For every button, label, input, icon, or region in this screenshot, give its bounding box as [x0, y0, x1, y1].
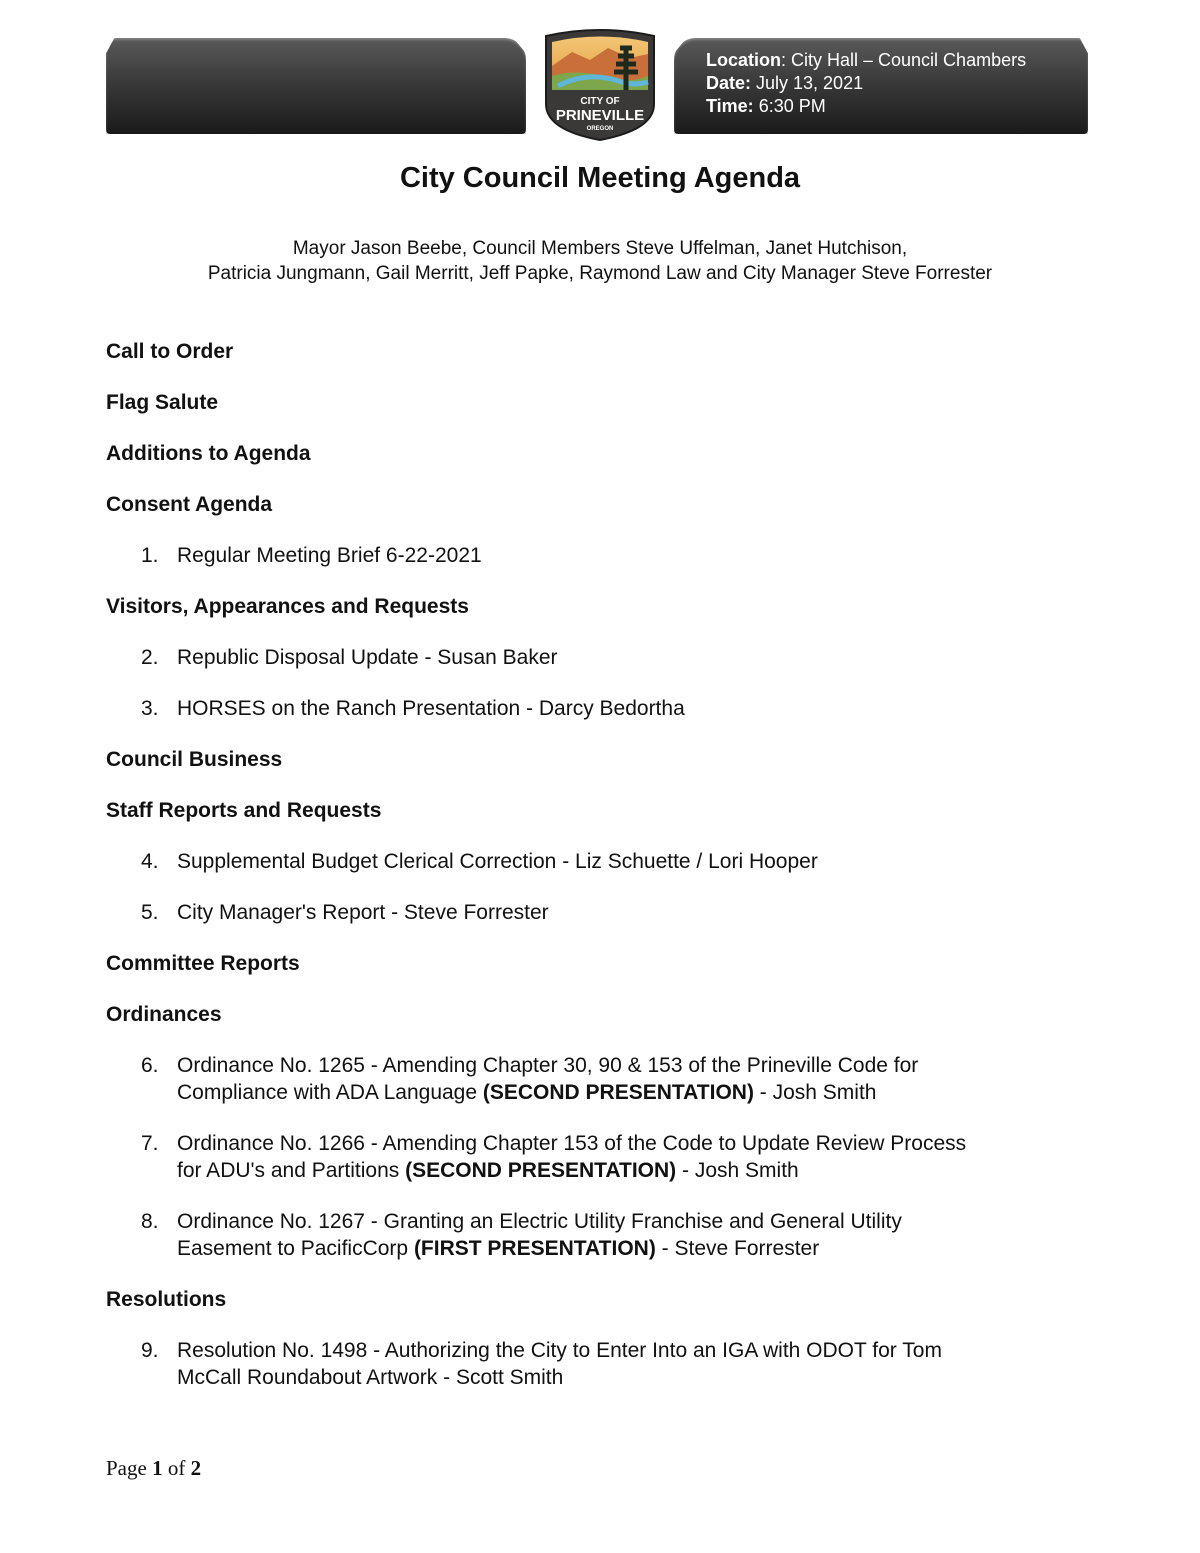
section-resolutions: Resolutions [106, 1288, 227, 1311]
city-of-prineville-logo [538, 26, 662, 144]
header-banner-left [106, 38, 526, 134]
agenda-item-1: 1. Regular Meeting Brief 6-22-2021 [141, 544, 482, 567]
agenda-item-3: 3. HORSES on the Ranch Presentation - Darcy Bedortha [141, 697, 685, 720]
section-visitors: Visitors, Appearances and Requests [106, 595, 469, 618]
agenda-item-7: 7. Ordinance No. 1266 - Amending Chapter 153 of the Code to Update Review Process for ADU's and Partitions (SECOND PRESENTATION) - Josh Smith [141, 1132, 967, 1182]
logo-oregon: OREGON [586, 126, 614, 132]
agenda-item-6: 6. Ordinance No. 1265 - Amending Chapter 30, 90 & 153 of the Prineville Code for Compliance with ADA Language (SECOND PRESENTATION) - Josh Smith [141, 1054, 919, 1104]
section-flag-salute: Flag Salute [106, 391, 219, 414]
section-ordinances: Ordinances [106, 1003, 222, 1026]
section-consent: Consent Agenda [106, 493, 273, 516]
agenda-item-5: 5. City Manager's Report - Steve Forrester [141, 901, 549, 924]
location-line: Location: City Hall – Council Chambers [706, 50, 1027, 70]
section-additions: Additions to Agenda [106, 442, 311, 465]
page-number: Page 1 of 2 [106, 1456, 202, 1480]
logo-city-of: CITY OF [580, 96, 620, 107]
agenda-item-2: 2. Republic Disposal Update - Susan Baker [141, 646, 558, 669]
section-council-business: Council Business [106, 748, 283, 771]
logo-prineville: PRINEVILLE [555, 107, 645, 124]
time-line: Time: 6:30 PM [706, 96, 826, 116]
section-committee-reports: Committee Reports [106, 952, 300, 975]
page-title: City Council Meeting Agenda [399, 162, 801, 194]
agenda-item-8: 8. Ordinance No. 1267 - Granting an Electric Utility Franchise and General Utility Easement to PacificCorp (FIRST PRESENTATION) - Steve Forrester [141, 1210, 902, 1260]
section-call-to-order: Call to Order [106, 340, 234, 363]
agenda-item-4: 4. Supplemental Budget Clerical Correction - Liz Schuette / Lori Hooper [141, 850, 818, 873]
agenda-item-9: 9. Resolution No. 1498 - Authorizing the City to Enter Into an IGA with ODOT for Tom McCall Roundabout Artwork - Scott Smith [141, 1339, 942, 1389]
meeting-info [706, 49, 1026, 118]
council-members: Mayor Jason Beebe, Council Members Steve Uffelman, Janet Hutchison, Patricia Jungmann, Gail Merritt, Jeff Papke, Raymond Law and City Manager Steve Forrester [207, 238, 993, 284]
agenda [106, 338, 1086, 1415]
section-staff-reports: Staff Reports and Requests [106, 799, 382, 822]
date-line: Date: July 13, 2021 [706, 73, 864, 93]
